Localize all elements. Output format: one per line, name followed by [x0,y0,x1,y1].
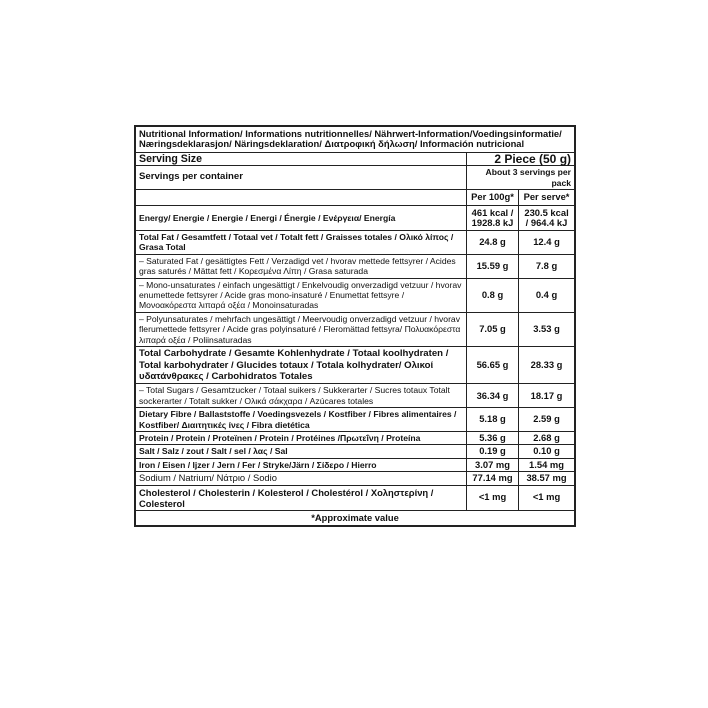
iron-per-100g: 3.07 mg [467,458,519,471]
total-fat-per-serve: 12.4 g [519,231,575,255]
energy-label: Energy/ Energie / Energie / Energi / Énergie / Ενέργεια/ Energía [136,206,467,231]
salt-per-serve: 0.10 g [519,445,575,458]
dietary-fibre-label: Dietary Fibre / Ballaststoffe / Voedingsvezels / Kostfiber / Fibres alimentaires / Kostfiber/ Διαιτητικές ίνες / Fibra dietética [136,408,467,432]
sodium-per-serve: 38.57 mg [519,472,575,485]
serving-size-label: Serving Size [136,152,467,165]
sodium-per-100g: 77.14 mg [467,472,519,485]
nutrition-table [135,126,575,526]
dietary-fibre-per-100g: 5.18 g [467,408,519,432]
saturated-fat-label: – Saturated Fat / gesättigtes Fett / Verzadigd vet / hvorav mettede fettsyrer / Acides gras saturés / Mättat fett / Κορεσμένα Λίπη / Grasa saturada [136,254,467,278]
table-row [136,206,575,231]
table-row [136,458,575,471]
mono-unsaturates-label: – Mono-unsaturates / einfach ungesättigt / Enkelvoudig onverzadigd vetzuur / hvorav enumettede fettsyrer / Acide gras mono-insaturé / Enumettat fettsyre / Μονοακόρεστα λιπαρά οξέα / Monoinsaturadas [136,278,467,312]
total-sugars-label: – Total Sugars / Gesamtzucker / Totaal suikers / Sukkerarter / Sucres totaux Totalt sockerarter / Totalt sukker / Ολικά σάκχαρα / Azúcares totales [136,384,467,408]
cholesterol-label: Cholesterol / Cholesterin / Kolesterol / Cholestérol / Χοληστερίνη / Colesterol [136,485,467,510]
protein-per-serve: 2.68 g [519,431,575,444]
table-row [136,472,575,485]
nutrition-label [134,125,576,527]
saturated-fat-per-100g: 15.59 g [467,254,519,278]
label-title: Nutritional Information/ Informations nutritionnelles/ Nährwert-Information/Voedingsinformatie/ Næringsdeklarasjon/ Näringsdeklaration/ Διατροφική δήλωση/ Información nutricional [136,127,575,153]
table-row [136,312,575,346]
serving-size-row [136,152,575,165]
header-per-serve: Per serve* [519,190,575,206]
title-row [136,127,575,153]
servings-per-container-label: Servings per container [136,166,467,190]
table-row [136,254,575,278]
polyunsaturates-per-100g: 7.05 g [467,312,519,346]
polyunsaturates-label: – Polyunsaturates / mehrfach ungesättigt / Meervoudig onverzadigd vetzuur / hvorav flerumettede fettsyrer / Acide gras polyinsaturé / Fleromättad fettsyra/ Πολυακόρεστα λιπαρά οξέα / Poliinsaturadas [136,312,467,346]
servings-per-container-value: About 3 servings per pack [467,166,575,190]
total-fat-per-100g: 24.8 g [467,231,519,255]
total-sugars-per-100g: 36.34 g [467,384,519,408]
mono-unsaturates-per-serve: 0.4 g [519,278,575,312]
header-per-100g: Per 100g* [467,190,519,206]
iron-label: Iron / Eisen / Ijzer / Jern / Fer / Stryke/Järn / Σίδερο / Hierro [136,458,467,471]
total-carbohydrate-per-serve: 28.33 g [519,347,575,384]
polyunsaturates-per-serve: 3.53 g [519,312,575,346]
saturated-fat-per-serve: 7.8 g [519,254,575,278]
footnote: *Approximate value [136,510,575,525]
salt-label: Salt / Salz / zout / Salt / sel / λας / Sal [136,445,467,458]
serving-size-value: 2 Piece (50 g) [467,152,575,165]
table-row [136,431,575,444]
total-sugars-per-serve: 18.17 g [519,384,575,408]
table-row [136,445,575,458]
table-row [136,278,575,312]
cholesterol-per-serve: <1 mg [519,485,575,510]
table-row [136,231,575,255]
header-blank-cell [136,190,467,206]
servings-per-container-row [136,166,575,190]
protein-label: Protein / Protein / Proteïnen / Protein / Protéines /Πρωτεΐνη / Proteína [136,431,467,444]
energy-per-serve: 230.5 kcal / 964.4 kJ [519,206,575,231]
table-row [136,485,575,510]
column-header-row [136,190,575,206]
cholesterol-per-100g: <1 mg [467,485,519,510]
protein-per-100g: 5.36 g [467,431,519,444]
table-row [136,384,575,408]
iron-per-serve: 1.54 mg [519,458,575,471]
table-row [136,347,575,384]
dietary-fibre-per-serve: 2.59 g [519,408,575,432]
energy-per-100g: 461 kcal / 1928.8 kJ [467,206,519,231]
salt-per-100g: 0.19 g [467,445,519,458]
footnote-row [136,510,575,525]
table-row [136,408,575,432]
total-carbohydrate-label: Total Carbohydrate / Gesamte Kohlenhydrate / Totaal koolhydraten / Total karbohydrater / Glucides totaux / Totala kolhydrater/ Ολικοί υδατάνθρακες / Carbohidratos Totales [136,347,467,384]
mono-unsaturates-per-100g: 0.8 g [467,278,519,312]
sodium-label: Sodium / Natrium/ Νάτριο / Sodio [136,472,467,485]
total-carbohydrate-per-100g: 56.65 g [467,347,519,384]
total-fat-label: Total Fat / Gesamtfett / Totaal vet / Totalt fett / Graisses totales / Ολικό λίπος / Grasa Total [136,231,467,255]
